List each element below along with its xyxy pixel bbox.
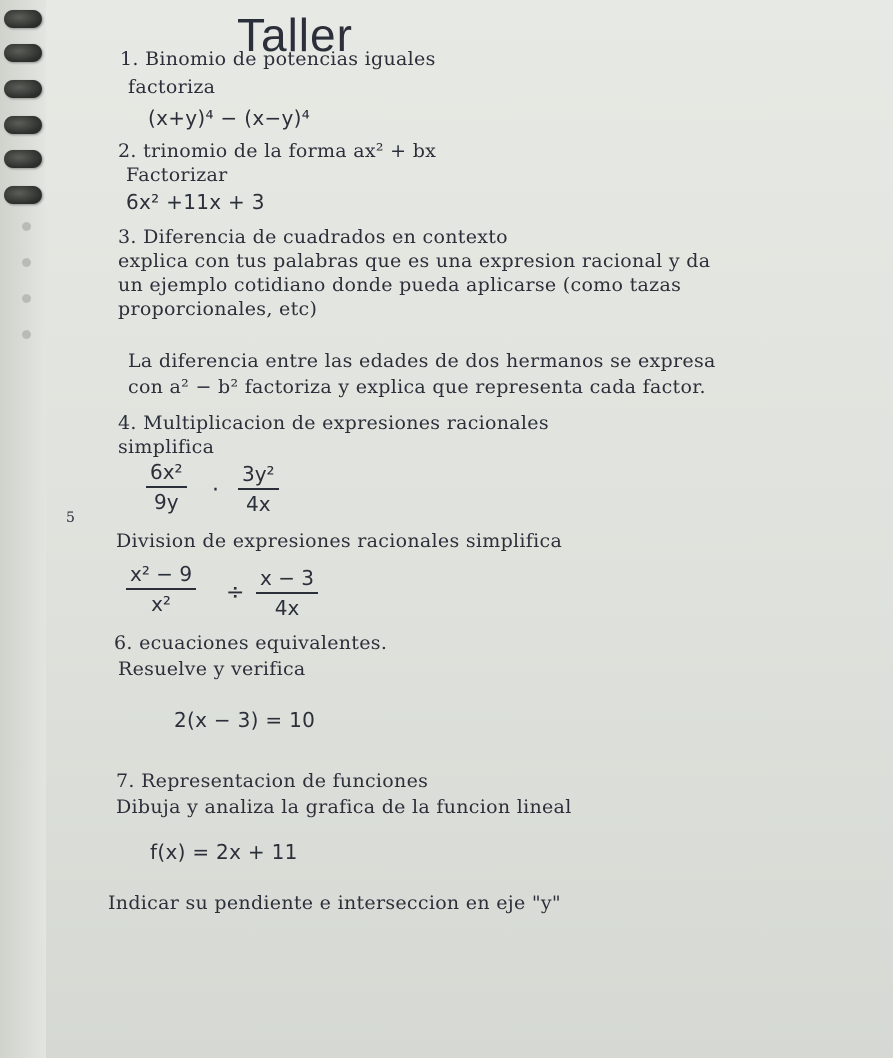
fraction-denominator: 4x — [274, 596, 300, 620]
item-4-fraction-2 — [238, 462, 279, 516]
fraction-denominator: 4x — [246, 492, 271, 516]
binding-ring — [4, 80, 42, 98]
fraction-numerator: 6x² — [150, 460, 183, 484]
binding-hole — [22, 330, 31, 339]
item-3-text-line: explica con tus palabras que es una expresion racional y da — [118, 250, 711, 272]
binding-hole — [22, 294, 31, 303]
item-7-heading: 7. Representacion de funciones — [116, 770, 429, 792]
fraction-bar — [126, 588, 196, 590]
item-3-text-line: un ejemplo cotidiano donde pueda aplicarse (como tazas — [118, 274, 682, 296]
fraction-numerator: 3y² — [242, 462, 275, 486]
item-1-instruction: factoriza — [128, 76, 216, 98]
item-5-number: 5 — [66, 510, 76, 526]
item-2-instruction: Factorizar — [126, 164, 228, 186]
fraction-bar — [238, 488, 279, 490]
binding-ring — [4, 10, 42, 28]
fraction-denominator: 9y — [154, 490, 179, 514]
binding-hole — [22, 222, 31, 231]
context-problem-line: con a² − b² factoriza y explica que representa cada factor. — [128, 376, 706, 398]
item-1-heading: 1. Binomio de potencias iguales — [120, 48, 436, 70]
fraction-numerator: x² − 9 — [130, 562, 193, 586]
item-4-instruction: simplifica — [118, 436, 215, 458]
binding-ring — [4, 186, 42, 204]
item-6-equation: 2(x − 3) = 10 — [174, 708, 316, 732]
item-2-expression: 6x² +11x + 3 — [126, 190, 265, 214]
spiral-binding — [0, 0, 46, 1058]
item-7-instruction: Dibuja y analiza la grafica de la funcion lineal — [116, 796, 572, 818]
fraction-bar — [146, 486, 187, 488]
item-4-heading: 4. Multiplicacion de expresiones racionales — [118, 412, 549, 434]
divide-operator: ÷ — [226, 580, 245, 605]
item-4-fraction-1 — [146, 460, 187, 514]
page-title: Taller — [237, 9, 353, 61]
item-1-expression: (x+y)⁴ − (x−y)⁴ — [148, 106, 311, 130]
item-6-instruction: Resuelve y verifica — [118, 658, 306, 680]
item-7-function: f(x) = 2x + 11 — [150, 840, 298, 864]
item-5-heading: Division de expresiones racionales simplifica — [116, 530, 563, 552]
binding-ring — [4, 116, 42, 134]
fraction-bar — [256, 592, 318, 594]
fraction-denominator: x² — [151, 592, 171, 616]
item-3-heading: 3. Diferencia de cuadrados en contexto — [118, 226, 508, 248]
binding-hole — [22, 258, 31, 267]
item-2-heading: 2. trinomio de la forma ax² + bx — [118, 140, 437, 162]
binding-ring — [4, 150, 42, 168]
multiply-operator: · — [212, 478, 219, 503]
context-problem-line: La diferencia entre las edades de dos hermanos se expresa — [128, 350, 716, 372]
item-6-heading: 6. ecuaciones equivalentes. — [114, 632, 388, 654]
item-3-text-line: proporcionales, etc) — [118, 298, 318, 320]
item-7-question: Indicar su pendiente e interseccion en eje "y" — [108, 892, 561, 914]
binding-ring — [4, 44, 42, 62]
item-5-fraction-1 — [126, 562, 196, 616]
item-5-fraction-2 — [256, 566, 318, 620]
fraction-numerator: x − 3 — [260, 566, 315, 590]
